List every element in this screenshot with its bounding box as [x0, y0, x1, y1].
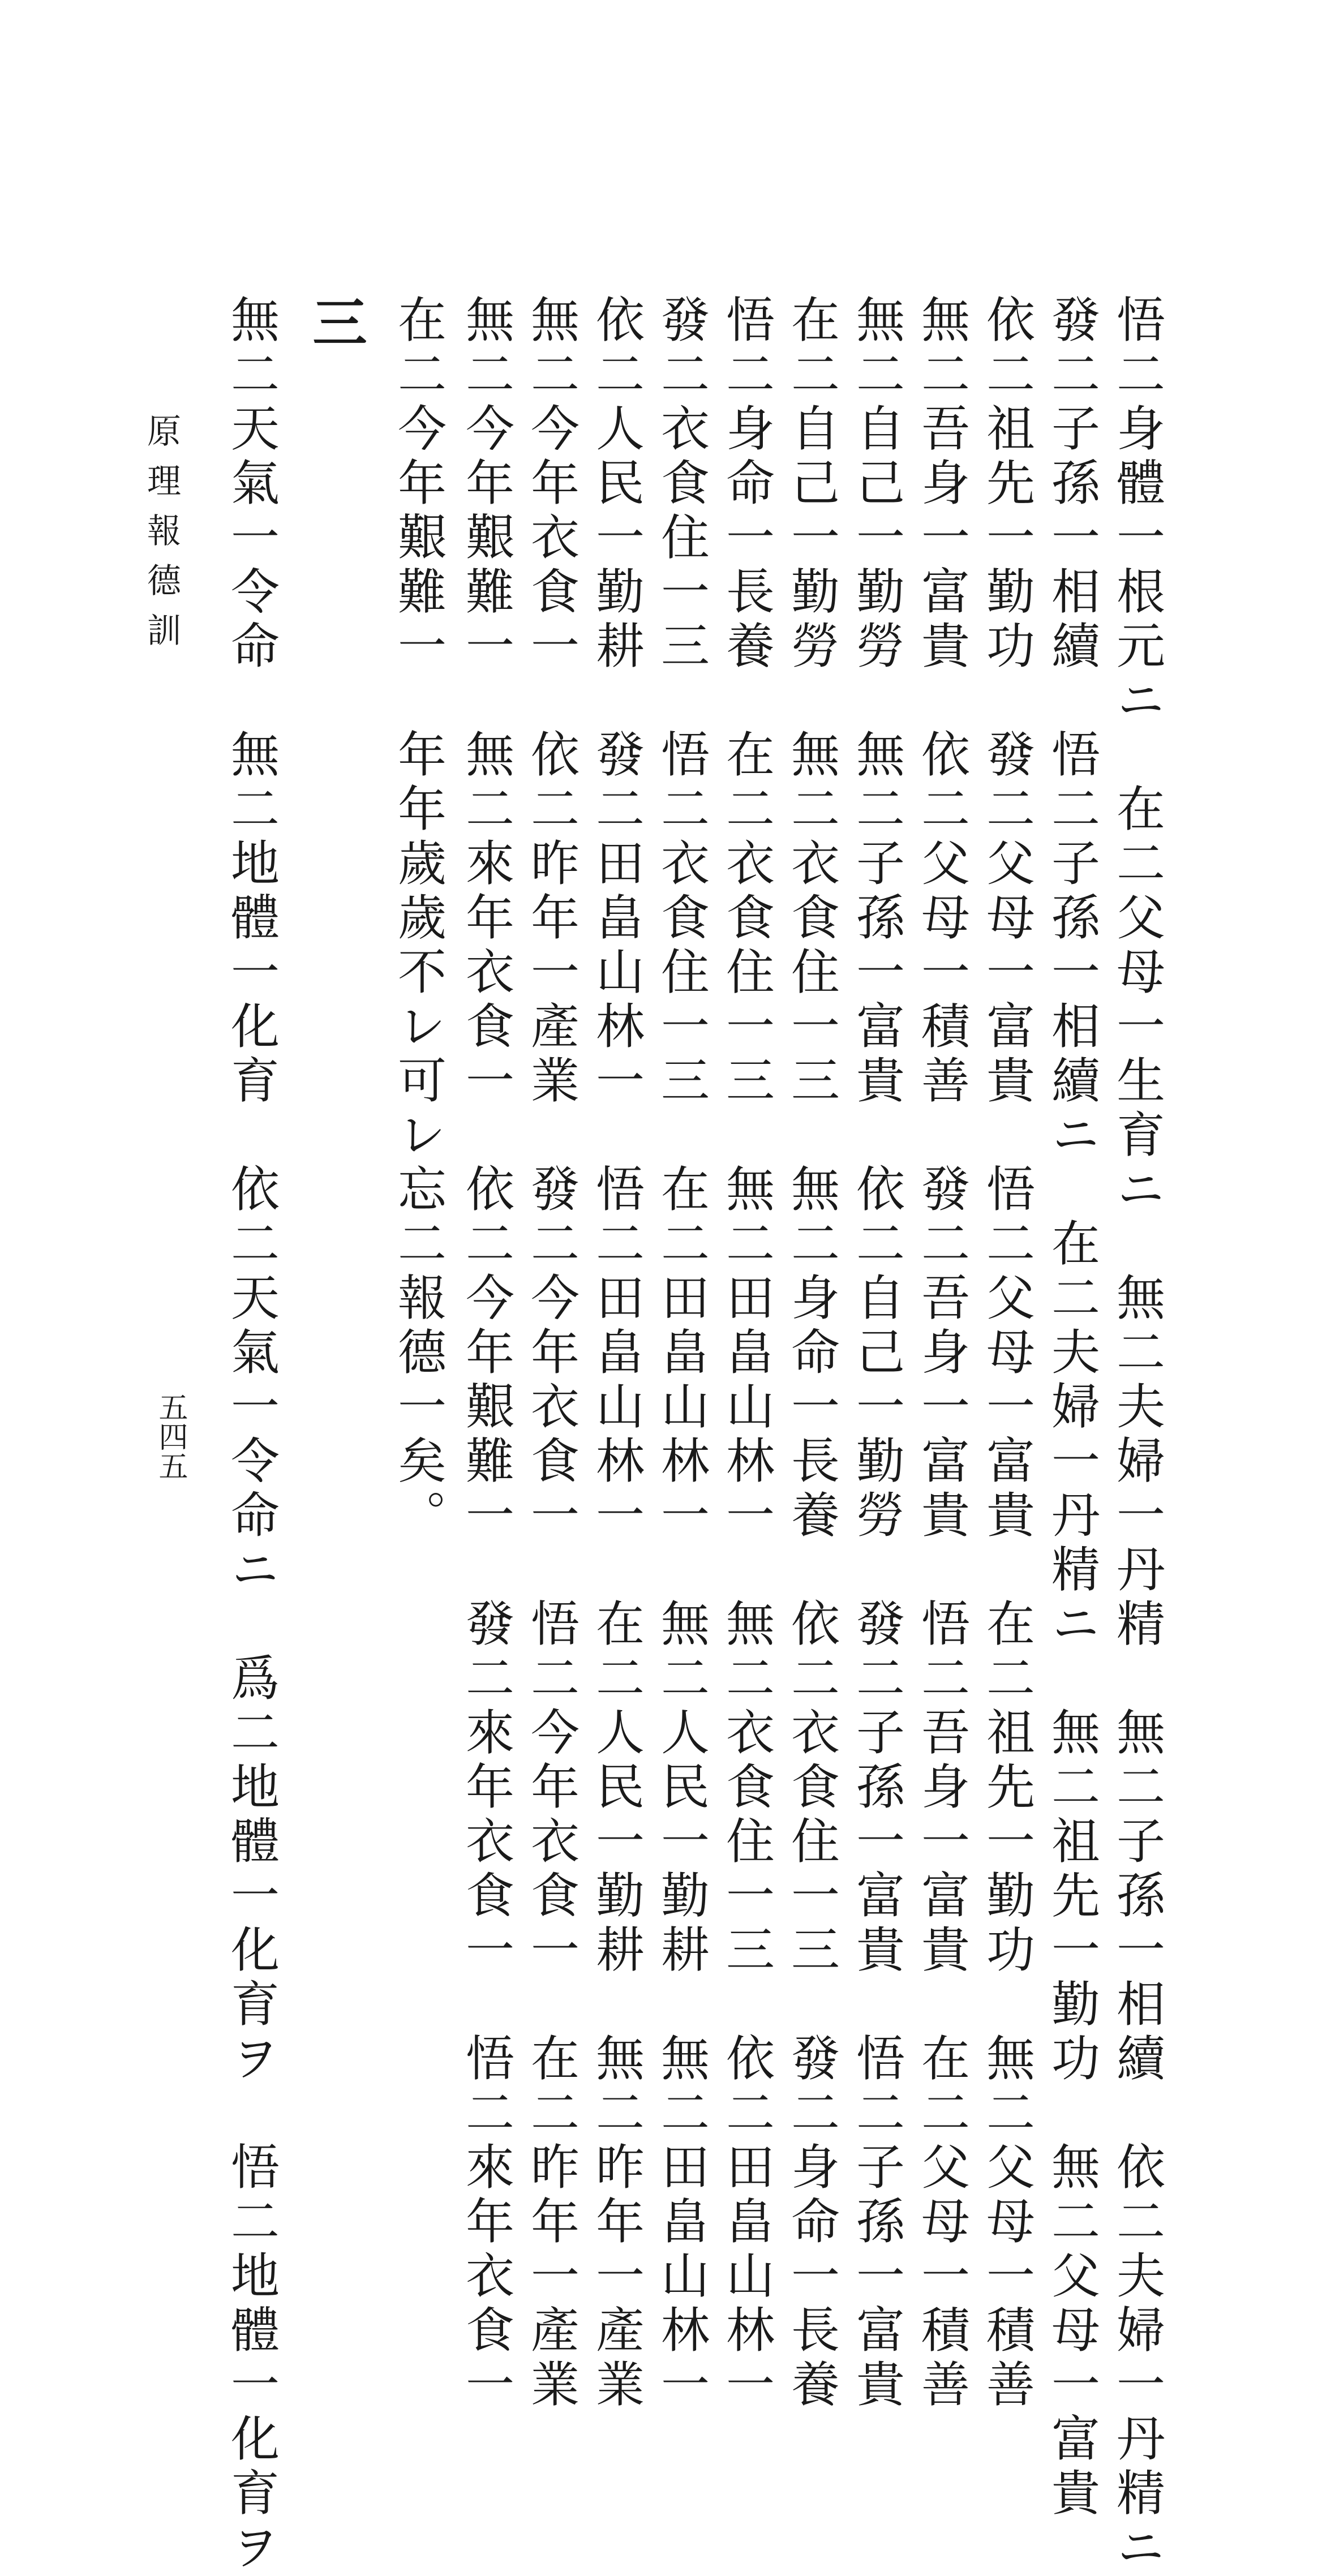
text-column-4: 無二吾身一富貴 依二父母一積善 發二吾身一富貴 悟二吾身一富貴 在二父母一積善: [913, 294, 969, 2413]
text-column-11: 無二今年艱難一 無二來年衣食一 依二今年艱難一 發二來年衣食一 悟二來年衣食一: [457, 294, 514, 2413]
text-column-7: 悟二身命一長養 在二衣食住一三 無二田畠山林一 無二衣食住一三 依二田畠山林一: [718, 294, 774, 2413]
section-number: 三: [304, 294, 368, 349]
text-column-8: 發二衣食住一三 悟二衣食住一三 在二田畠山林一 無二人民一勤耕 無二田畠山林一: [653, 294, 709, 2413]
text-column-12: 在二今年艱難一 年年歲歲不レ可レ忘二報德一矣。: [389, 294, 446, 1544]
text-column-10: 無二今年衣食一 依二昨年一產業 發二今年衣食一 悟二今年衣食一 在二昨年一產業: [522, 294, 579, 2413]
running-title: 原理報德訓: [141, 413, 181, 662]
verse-three-column: 無二天氣一令命 無二地體一化育 依二天氣一令命ニ 爲二地體一化育ヲ 悟二地體一化育ヲ: [222, 294, 279, 2576]
text-column-3: 依二祖先一勤功 發二父母一富貴 悟二父母一富貴 在二祖先一勤功 無二父母一積善: [978, 294, 1035, 2413]
text-column-9: 依二人民一勤耕 發二田畠山林一 悟二田畠山林一 在二人民一勤耕 無二昨年一產業: [587, 294, 644, 2413]
text-column-1: 悟二身體一根元ニ 在二父母一生育ニ 無二夫婦一丹精 無二子孫一相續 依二夫婦一丹精ニ: [1108, 294, 1165, 2576]
page-number: 五四五: [153, 1392, 187, 1480]
text-column-2: 發二子孫一相續 悟二子孫一相續ニ 在二夫婦一丹精ニ 無二祖先一勤功 無二父母一富貴: [1043, 294, 1100, 2522]
text-column-6: 在二自己一勤勞 無二衣食住一三 無二身命一長養 依二衣食住一三 發二身命一長養: [783, 294, 839, 2413]
text-column-5: 無二自己一勤勞 無二子孫一富貴 依二自己一勤勞 發二子孫一富貴 悟二子孫一富貴: [848, 294, 904, 2413]
